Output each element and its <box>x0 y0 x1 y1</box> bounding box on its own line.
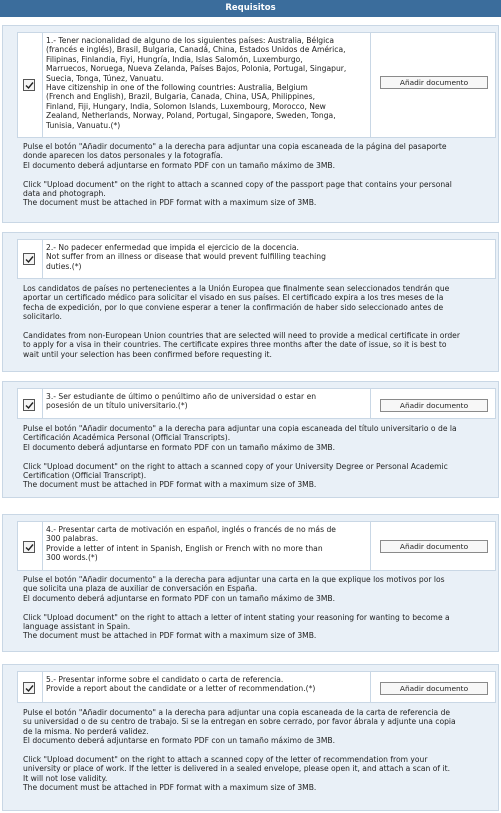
requirement-note-3: Pulse el botón "Añadir documento" a la derecha para adjuntar una copia escaneada del título universitario o de la Certificación Académica Personal (Official Transcripts). El documento deberá adjuntarse en formato PDF con un tamaño máximo de 3MB. Click "Upload document" on the right to attach a scanned copy of your University Degree or Personal Academic Certification (Official Transcript). The document must be attached in PDF format with a maximum size of 3MB. <box>23 424 457 490</box>
checkmark-icon <box>25 684 34 693</box>
checkmark-icon <box>25 401 34 410</box>
requirement-section-5 <box>2 664 499 811</box>
requirement-text-3: 3.- Ser estudiante de último o penúltimo año de universidad o estar en posesión de un título universitario.(*) <box>46 392 317 411</box>
requirement-section-3 <box>2 381 499 498</box>
checkmark-icon <box>25 543 34 552</box>
requirement-checkbox-2[interactable] <box>23 253 35 265</box>
requirement-checkbox-3[interactable] <box>23 399 35 411</box>
add-document-button-3[interactable]: Añadir documento <box>380 399 488 412</box>
requirement-note-2: Los candidatos de países no pertenecientes a la Unión Europea que finalmente sean seleccionados tendrán que aportar un certificado médico para solicitar el visado en sus países. El certificado expira a los tres meses de la fecha de expedición, por lo que conviene esperar a tener la confirmación de haber sido seleccionado antes de solicitarlo. Candidates from non-European Union countries that are selected will need to provide a medical certificate in order to apply for a visa in their countries. The certificate expires three months after the date of issue, so it is best to wait until your selection has been confirmed before requesting it. <box>23 284 460 359</box>
requirement-note-5: Pulse el botón "Añadir documento" a la derecha para adjuntar una copia escaneada de la carta de referencia de su universidad o de su centro de trabajo. Si se la entregan en sobre cerrado, por favor ábrala y adjunte una copia de la misma. No perderá validez. El documento deberá adjuntarse en formato PDF con un tamaño máximo de 3MB. Click "Upload document" on the right to attach a scanned copy of the letter of recommendation from your university or place of work. If the letter is delivered in a sealed envelope, please open it, and attach a scan of it. It will not lose validity. The document must be attached in PDF format with a maximum size of 3MB. <box>23 708 456 793</box>
requirement-row-3 <box>17 388 496 419</box>
requirement-text-4: 4.- Presentar carta de motivación en español, inglés o francés de no más de 300 palabras. Provide a letter of intent in Spanish, English or French with no more than 300 words.(*) <box>46 525 336 563</box>
checkmark-icon <box>25 81 34 90</box>
requirement-checkbox-4[interactable] <box>23 541 35 553</box>
requirement-section-4 <box>2 514 499 652</box>
requirement-row-5 <box>17 671 496 703</box>
requirement-note-4: Pulse el botón "Añadir documento" a la derecha para adjuntar una carta en la que explique los motivos por los que solicita una plaza de auxiliar de conversación en España. El documento deberá adjuntarse en formato PDF con un tamaño máximo de 3MB. Click "Upload document" on the right to attach a letter of intent stating your reasoning for wanting to become a language assistant in Spain. The document must be attached in PDF format with a maximum size of 3MB. <box>23 575 450 641</box>
requirements-header: Requisitos <box>0 0 501 17</box>
requirement-checkbox-1[interactable] <box>23 79 35 91</box>
requirement-text-5: 5.- Presentar informe sobre el candidato o carta de referencia. Provide a report about the candidate or a letter of recommendation.(*) <box>46 675 316 694</box>
requirement-row-1 <box>17 32 496 138</box>
requirement-text-1: 1.- Tener nacionalidad de alguno de los siguientes países: Australia, Bélgica (francés e inglés), Brasil, Bulgaria, Canadá, China, Estados Unidos de América, Filipinas, Finlandia, Fiyi, Hungría, India, Islas Salomón, Luxemburgo, Marruecos, Noruega, Nueva Zelanda, Países Bajos, Polonia, Portugal, Singapur, Suecia, Tonga, Túnez, Vanuatu. Have citizenship in one of the following countries: Australia, Belgium (French and English), Brazil, Bulgaria, Canada, China, USA, Philippines, Finland, Fiji, Hungary, India, Solomon Islands, Luxembourg, Morocco, New Zealand, Netherlands, Norway, Poland, Portugal, Singapore, Sweden, Tonga, Tunisia, Vanuatu.(*) <box>46 36 347 130</box>
requirement-note-1: Pulse el botón "Añadir documento" a la derecha para adjuntar una copia escaneada de la página del pasaporte donde aparecen los datos personales y la fotografía. El documento deberá adjuntarse en formato PDF con un tamaño máximo de 3MB. Click "Upload document" on the right to attach a scanned copy of the passport page that contains your personal data and photograph. The document must be attached in PDF format with a maximum size of 3MB. <box>23 142 452 208</box>
requirement-text-2: 2.- No padecer enfermedad que impida el ejercicio de la docencia. Not suffer from an illness or disease that would prevent fulfilling teaching duties.(*) <box>46 243 326 271</box>
add-document-button-4[interactable]: Añadir documento <box>380 540 488 553</box>
add-document-button-5[interactable]: Añadir documento <box>380 682 488 695</box>
requirement-section-1 <box>2 25 499 223</box>
checkmark-icon <box>25 255 34 264</box>
requirement-checkbox-5[interactable] <box>23 682 35 694</box>
add-document-button-1[interactable]: Añadir documento <box>380 76 488 89</box>
requirement-section-2 <box>2 232 499 372</box>
requirement-row-2 <box>17 239 496 279</box>
requirement-row-4 <box>17 521 496 571</box>
